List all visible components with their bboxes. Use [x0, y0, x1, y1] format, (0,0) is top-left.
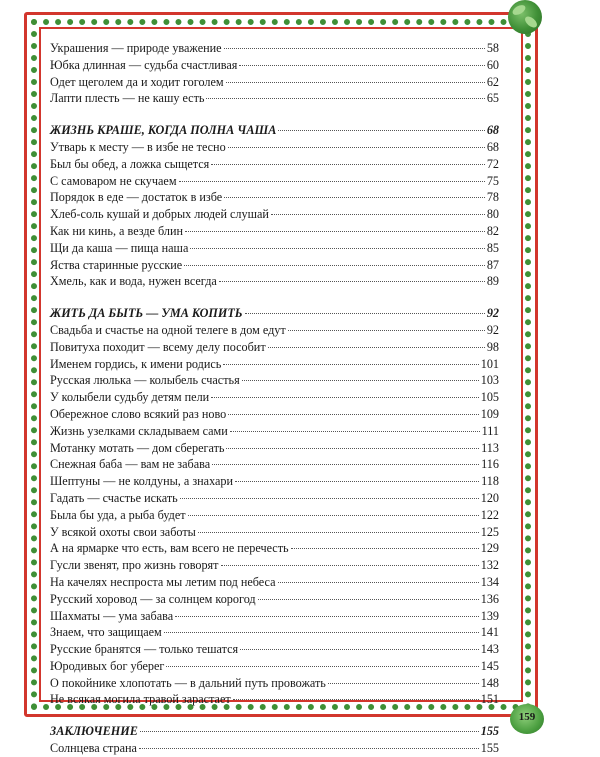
toc-entry-page: 151 — [480, 692, 499, 707]
toc-entry-title: Украшения — природе уважение — [50, 41, 222, 55]
toc-entry — [50, 524, 499, 541]
toc-entry-title: Русский хоровод — за солнцем корогод — [50, 591, 256, 606]
dot-leader — [328, 683, 479, 684]
toc-entry — [50, 540, 499, 557]
toc-entry — [50, 273, 499, 290]
toc-entry-page: 139 — [480, 608, 499, 623]
toc-entry — [50, 675, 499, 692]
toc-entry-title: Свадьба и счастье на одной телеге в дом едут — [50, 322, 286, 337]
dot-leader — [188, 515, 479, 516]
section-gap — [50, 290, 499, 305]
toc-entry-page: 145 — [480, 658, 499, 673]
dot-leader — [221, 565, 479, 566]
toc-entry — [50, 189, 499, 206]
toc-entry — [50, 257, 499, 274]
toc-entry — [50, 557, 499, 574]
toc-entry-title: Русские бранятся — только тешатся — [50, 642, 239, 657]
toc-entry-page: 120 — [480, 490, 499, 505]
toc-entry-page: 68 — [486, 139, 499, 154]
toc-entry-title: Знаем, что защищаем — [50, 625, 162, 640]
toc-entry-page: 118 — [481, 474, 499, 489]
toc-entry-page: 134 — [480, 574, 499, 589]
toc-entry-page: 111 — [481, 423, 499, 438]
toc-entry-title: Обережное слово всякий раз ново — [50, 406, 227, 421]
toc-entry-title: Одет щеголем да и ходит гоголем — [50, 74, 224, 89]
toc-entry-title: ЗАКЛЮЧЕНИЕ — [50, 724, 138, 739]
dot-leader — [198, 532, 479, 533]
toc-entry — [50, 658, 499, 675]
dot-leader — [179, 181, 485, 182]
toc-entry-page: 98 — [486, 339, 499, 354]
toc-section-heading — [50, 723, 499, 740]
toc-section-heading — [50, 122, 499, 139]
dot-leader — [288, 330, 485, 331]
toc-entry-page: 155 — [480, 741, 499, 756]
dot-leader — [140, 731, 479, 732]
toc-entry-page: 101 — [480, 356, 499, 371]
dot-leader — [211, 397, 479, 398]
toc-entry-page: 109 — [480, 406, 499, 421]
toc-entry — [50, 156, 499, 173]
toc-entry — [50, 339, 499, 356]
toc-entry — [50, 223, 499, 240]
toc-entry-page: 92 — [486, 322, 499, 337]
toc-entry-title: Не всякая могила травой зарастает — [50, 692, 231, 707]
toc-entry-title: Юбка длинная — судьба счастливая — [50, 57, 238, 72]
toc-entry — [50, 240, 499, 257]
toc-entry-title: Солнцева страна — [50, 741, 137, 756]
toc-entry — [50, 608, 499, 625]
dot-leader — [175, 616, 479, 617]
toc-entry — [50, 356, 499, 373]
toc-entry-title: ЖИЗНЬ КРАШЕ, КОГДА ПОЛНА ЧАША — [50, 123, 277, 138]
toc-entry — [50, 456, 499, 473]
toc-entry-title: Жизнь узелками складываем сами — [50, 423, 228, 438]
toc-entry-title: Гадать — счастье искать — [50, 490, 178, 505]
dot-leader — [164, 632, 479, 633]
dot-leader — [224, 48, 485, 49]
toc-entry-title: Шахматы — ума забава — [50, 608, 174, 623]
toc-entry-title: Лапти плесть — не кашу есть — [50, 91, 205, 106]
dot-leader — [184, 265, 485, 266]
toc-entry-page: 87 — [486, 257, 499, 272]
toc-entry — [50, 322, 499, 339]
dot-leader — [166, 666, 478, 667]
dot-leader — [211, 164, 485, 165]
toc-entry-title: У колыбели судьбу детям пели — [50, 390, 210, 405]
section-gap — [50, 708, 499, 723]
dot-leader — [258, 599, 479, 600]
toc-entry-page: 85 — [486, 240, 499, 255]
toc-entry-title: Гусли звенят, про жизнь говорят — [50, 558, 219, 573]
toc-entry-title: У всякой охоты свои заботы — [50, 524, 196, 539]
dot-leader — [219, 281, 485, 282]
toc-entry-title: ЖИТЬ ДА БЫТЬ — УМА КОПИТЬ — [50, 306, 243, 321]
toc-entry-page: 125 — [480, 524, 499, 539]
toc-entry — [50, 624, 499, 641]
toc-entry-page: 103 — [480, 373, 499, 388]
dot-leader — [245, 313, 485, 314]
dot-leader — [190, 248, 484, 249]
toc-entry — [50, 490, 499, 507]
toc-entry — [50, 173, 499, 190]
toc-entry — [50, 40, 499, 57]
toc-entry-page: 68 — [486, 123, 499, 138]
toc-entry — [50, 591, 499, 608]
toc-entry-title: Был бы обед, а ложка сыщется — [50, 156, 210, 171]
toc-entry-page: 141 — [480, 625, 499, 640]
dot-leader — [230, 431, 480, 432]
toc-entry-title: Шептуны — не колдуны, а знахари — [50, 474, 234, 489]
toc-entry-page: 155 — [480, 724, 499, 739]
toc-entry-page: 75 — [486, 173, 499, 188]
toc-entry — [50, 206, 499, 223]
dot-leader — [235, 481, 479, 482]
dot-leader — [185, 231, 485, 232]
dot-leader — [271, 214, 485, 215]
dot-leader — [233, 699, 479, 700]
toc-section-heading — [50, 305, 499, 322]
dot-leader — [239, 65, 484, 66]
toc-entry-page: 143 — [480, 642, 499, 657]
toc-entry — [50, 406, 499, 423]
toc-entry-page: 89 — [486, 274, 499, 289]
toc-entry-title: Утварь к месту — в избе не тесно — [50, 139, 226, 154]
dot-leader — [212, 464, 479, 465]
toc-entry-title: О покойнике хлопотать — в дальний путь провожать — [50, 675, 326, 690]
toc-entry-page: 72 — [486, 156, 499, 171]
toc-entry-page: 116 — [481, 457, 499, 472]
dot-leader — [139, 748, 479, 749]
toc-entry-page: 60 — [486, 57, 499, 72]
toc-entry — [50, 440, 499, 457]
toc-entry-title: Снежная баба — вам не забава — [50, 457, 211, 472]
toc-entry — [50, 389, 499, 406]
toc-entry-title: Яства старинные русские — [50, 257, 183, 272]
toc-entry-page: 58 — [486, 41, 499, 55]
dot-leader — [228, 414, 478, 415]
dot-leader — [278, 130, 484, 131]
toc-entry — [50, 139, 499, 156]
toc-entry-title: Повитуха походит — всему делу пособит — [50, 339, 266, 354]
leaf-ornament-icon — [508, 0, 542, 34]
toc-entry — [50, 691, 499, 708]
dot-leader — [224, 197, 485, 198]
toc-entry-page: 82 — [486, 223, 499, 238]
toc-entry — [50, 473, 499, 490]
toc-entry-page: 65 — [486, 91, 499, 106]
dot-leader — [228, 147, 485, 148]
toc-entry — [50, 641, 499, 658]
toc-entry-title: Хлеб-соль кушай и добрых людей слушай — [50, 207, 269, 222]
dot-leader — [180, 498, 479, 499]
toc-entry-title: А на ярмарке что есть, вам всего не перечесть — [50, 541, 289, 556]
section-gap — [50, 107, 499, 122]
toc-entry-page: 78 — [486, 190, 499, 205]
toc-entry — [50, 574, 499, 591]
toc-entry-title: Именем гордись, к имени родись — [50, 356, 222, 371]
toc-entry-title: Хмель, как и вода, нужен всегда — [50, 274, 217, 289]
toc-entry-title: Была бы уда, а рыба будет — [50, 507, 186, 522]
toc-entry-page: 122 — [480, 507, 499, 522]
dot-leader — [223, 364, 478, 365]
toc-entry — [50, 57, 499, 74]
toc-entry-title: Русская люлька — колыбель счастья — [50, 373, 240, 388]
toc-entry — [50, 74, 499, 91]
dot-leader — [240, 649, 479, 650]
toc-entry-page: 105 — [480, 390, 499, 405]
toc-entry-page: 80 — [486, 207, 499, 222]
dot-leader — [206, 98, 484, 99]
toc-entry-title: Щи да каша — пища наша — [50, 240, 189, 255]
toc-entry-page: 92 — [486, 306, 499, 321]
toc-entry-page: 148 — [480, 675, 499, 690]
dot-leader — [226, 448, 479, 449]
table-of-contents — [50, 40, 499, 757]
dot-leader — [291, 548, 479, 549]
toc-entry-page: 129 — [480, 541, 499, 556]
dot-leader — [278, 582, 479, 583]
toc-entry-title: С самоваром не скучаем — [50, 173, 177, 188]
dot-leader — [242, 380, 479, 381]
toc-entry-title: Мотанку мотать — дом сберегать — [50, 440, 225, 455]
toc-entry — [50, 90, 499, 107]
page-number: 159 — [518, 711, 536, 723]
toc-entry — [50, 740, 499, 757]
toc-entry-page: 62 — [486, 74, 499, 89]
toc-entry-page: 132 — [480, 558, 499, 573]
dot-leader — [226, 82, 485, 83]
dot-leader — [268, 347, 485, 348]
toc-entry — [50, 372, 499, 389]
toc-entry-page: 113 — [481, 440, 499, 455]
toc-entry-title: На качелях неспроста мы летим под небеса — [50, 574, 276, 589]
toc-entry-title: Как ни кинь, а везде блин — [50, 223, 184, 238]
toc-entry-page: 136 — [480, 591, 499, 606]
toc-entry — [50, 423, 499, 440]
toc-entry-title: Юродивых бог уберег — [50, 658, 165, 673]
toc-entry-title: Порядок в еде — достаток в избе — [50, 190, 223, 205]
toc-entry — [50, 507, 499, 524]
